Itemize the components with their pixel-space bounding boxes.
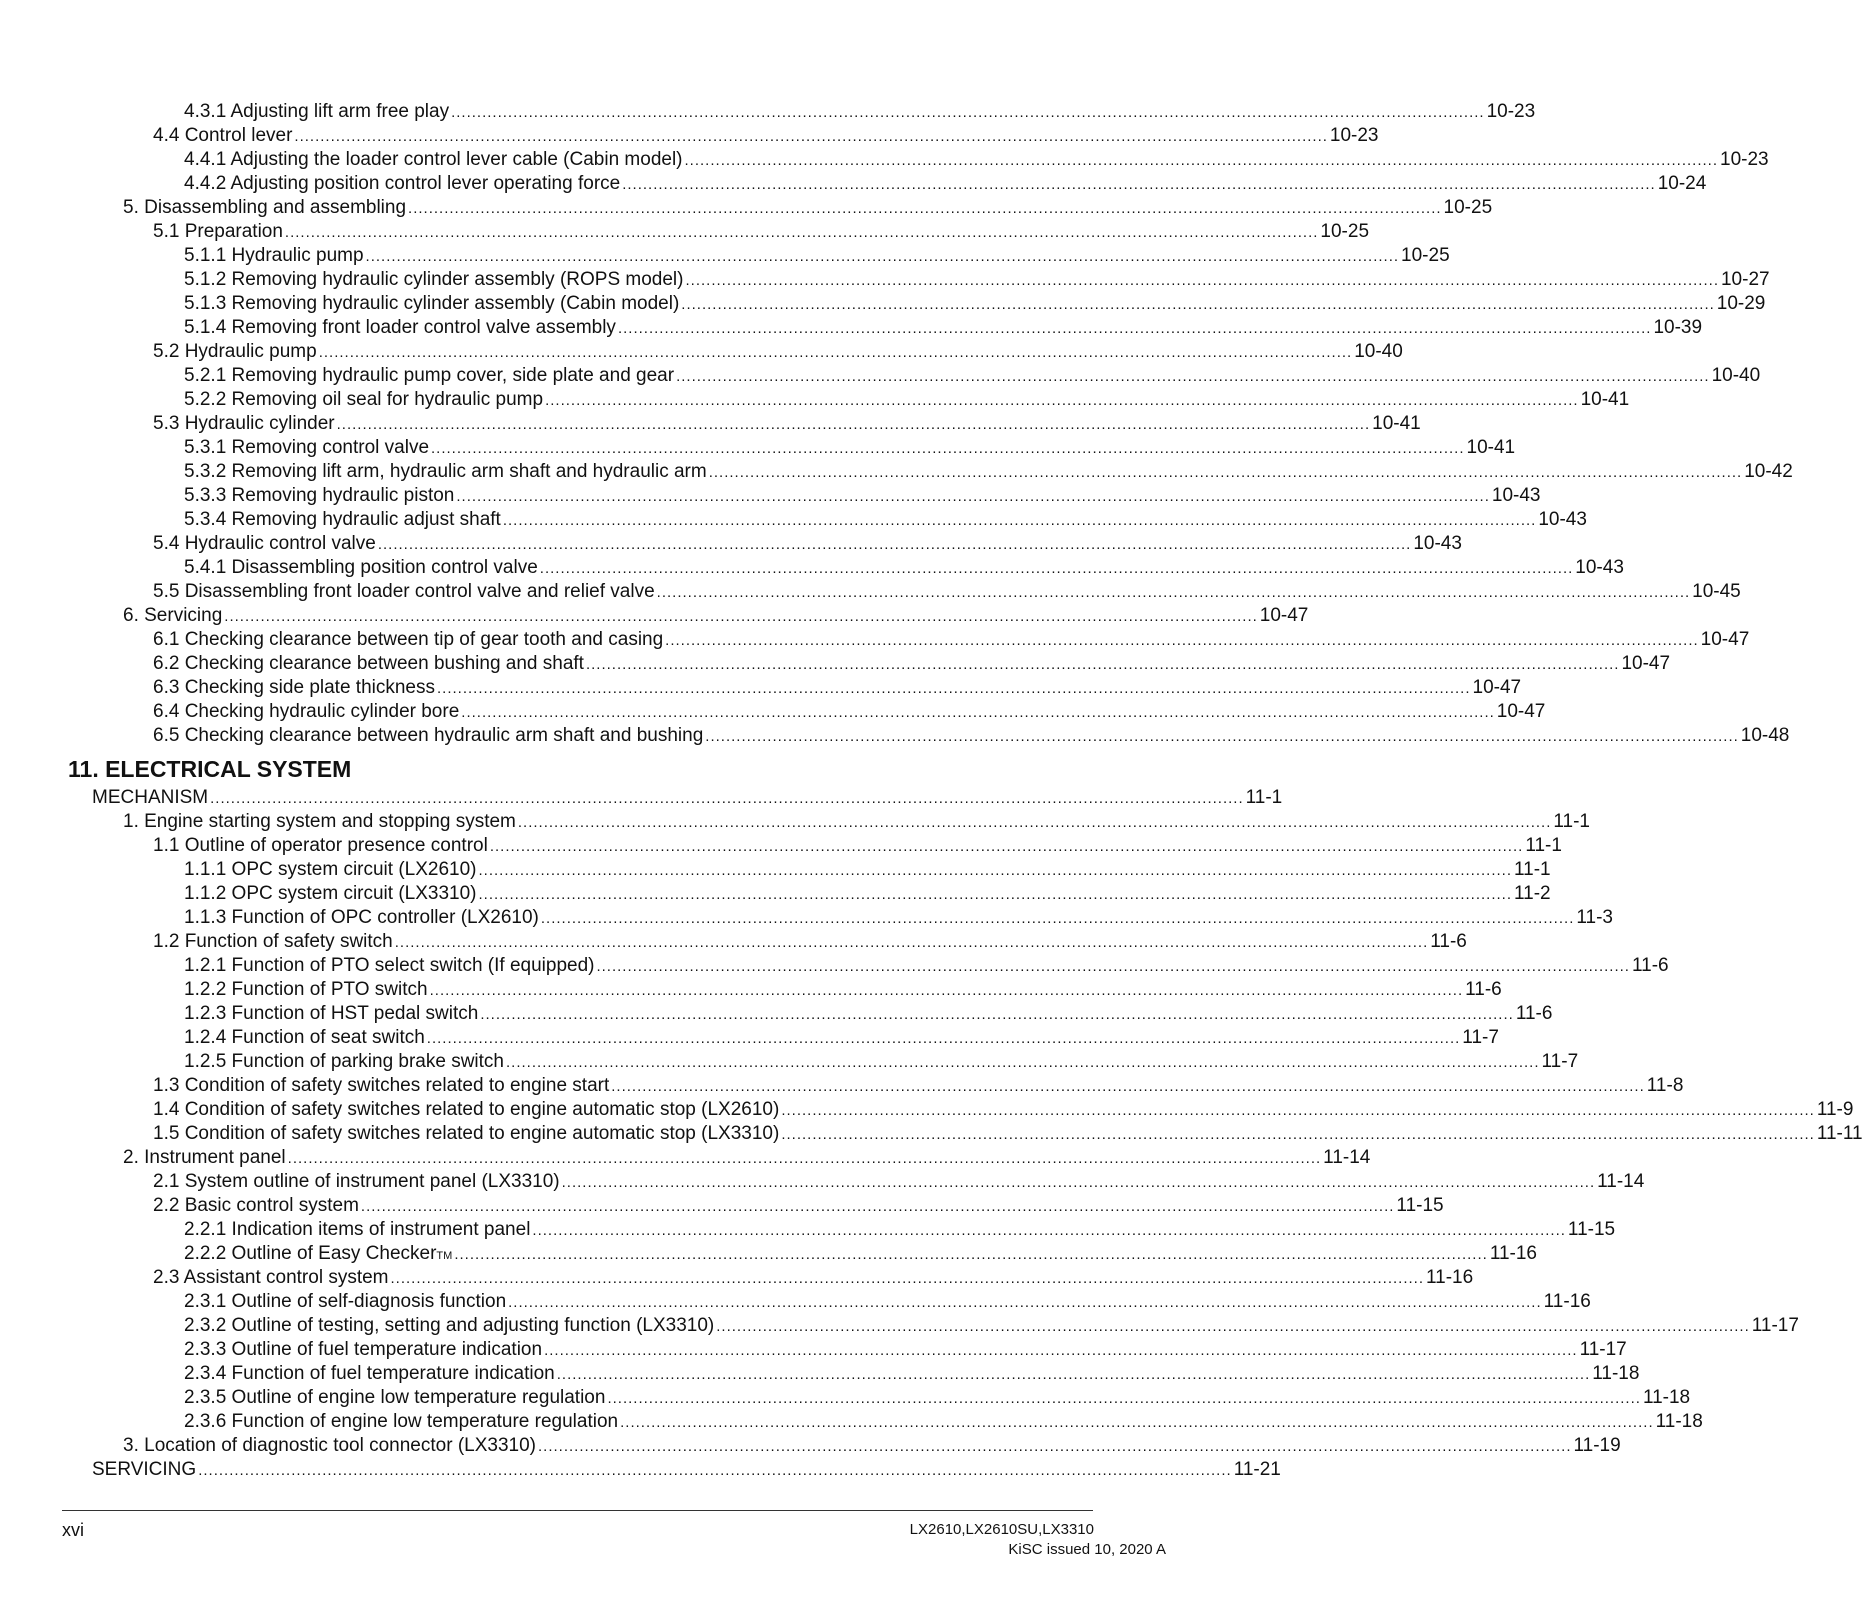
toc-entry-title: 1.2.3 Function of HST pedal switch	[184, 1003, 479, 1024]
toc-dot-leader: ........................................................................................................................................................................................................	[336, 416, 1371, 433]
toc-dot-leader: ........................................................................................................................................................................................................	[287, 1150, 1322, 1167]
toc-entry-title: 1.1.1 OPC system circuit (LX2610)	[184, 859, 477, 880]
toc-entry-page: 10-48	[1740, 725, 1790, 746]
toc-dot-leader: ........................................................................................................................................................................................................	[596, 958, 1630, 975]
toc-dot-leader: ........................................................................................................................................................................................................	[517, 814, 1552, 831]
toc-entry-title: 2.3.1 Outline of self-diagnosis function	[184, 1291, 507, 1312]
toc-entry[interactable]	[184, 954, 1669, 978]
toc-entry-title: 4.4.2 Adjusting position control lever operating force	[184, 173, 621, 194]
toc-entry-page: 10-29	[1716, 293, 1766, 314]
toc-entry[interactable]	[184, 978, 1502, 1002]
toc-dot-leader: ........................................................................................................................................................................................................	[508, 1294, 1542, 1311]
toc-entry-title: 5.3.4 Removing hydraulic adjust shaft	[184, 509, 501, 530]
toc-dot-leader: ........................................................................................................................................................................................................	[716, 1318, 1750, 1335]
toc-dot-leader: ........................................................................................................................................................................................................	[284, 224, 1319, 241]
toc-entry[interactable]	[184, 148, 1769, 172]
toc-entry[interactable]	[184, 172, 1707, 196]
toc-entry[interactable]	[184, 1290, 1591, 1314]
toc-entry[interactable]	[184, 1386, 1691, 1410]
toc-dot-leader: ........................................................................................................................................................................................................	[390, 1270, 1424, 1287]
toc-entry[interactable]	[123, 1146, 1371, 1170]
toc-entry-title: 2.3.5 Outline of engine low temperature regulation	[184, 1387, 606, 1408]
toc-entry[interactable]	[184, 1050, 1579, 1074]
toc-entry-title: 5.2 Hydraulic pump	[153, 341, 317, 362]
toc-entry[interactable]	[123, 1434, 1621, 1458]
toc-entry-page: 11-16	[1426, 1267, 1474, 1288]
toc-entry-page: 11-11	[1816, 1123, 1863, 1144]
toc-entry[interactable]	[153, 580, 1741, 604]
toc-entry-page: 11-1	[1245, 787, 1283, 808]
toc-dot-leader: ........................................................................................................................................................................................................	[224, 608, 1258, 625]
toc-entry-page: 10-47	[1472, 677, 1522, 698]
toc-entry-title: 4.4 Control lever	[153, 125, 293, 146]
toc-entry-title: 5.2.2 Removing oil seal for hydraulic pump	[184, 389, 544, 410]
toc-entry[interactable]	[153, 124, 1379, 148]
toc-entry-title: 6.4 Checking hydraulic cylinder bore	[153, 701, 460, 722]
toc-entry-title: 5.3.1 Removing control valve	[184, 437, 430, 458]
toc-entry-title: 1.4 Condition of safety switches related to engine automatic stop (LX2610)	[153, 1099, 780, 1120]
toc-entry-page: 11-17	[1579, 1339, 1627, 1360]
toc-entry-title: 1.1.2 OPC system circuit (LX3310)	[184, 883, 477, 904]
toc-entry-page: 11-6	[1631, 955, 1669, 976]
toc-entry[interactable]	[153, 1122, 1863, 1146]
toc-entry-page: 11-1	[1525, 835, 1562, 856]
toc-entry[interactable]	[184, 1002, 1553, 1026]
toc-entry-title: 5.1.4 Removing front loader control valve assembly	[184, 317, 616, 338]
toc-dot-leader: ........................................................................................................................................................................................................	[210, 790, 1244, 807]
toc-dot-leader: ........................................................................................................................................................................................................	[622, 176, 1656, 193]
toc-entry-page: 11-6	[1430, 931, 1467, 952]
toc-entry-title: 2.3.6 Function of engine low temperature regulation	[184, 1411, 619, 1432]
toc-entry[interactable]	[184, 1362, 1640, 1386]
toc-entry-title: 2. Instrument panel	[123, 1147, 286, 1168]
footer-divider	[62, 1510, 1093, 1511]
toc-dot-leader: ........................................................................................................................................................................................................	[461, 704, 1495, 721]
toc-entry[interactable]	[153, 724, 1790, 748]
toc-entry[interactable]	[153, 220, 1370, 244]
toc-entry-title: 1.2 Function of safety switch	[153, 931, 393, 952]
toc-dot-leader: ........................................................................................................................................................................................................	[538, 1438, 1572, 1455]
toc-entry-page: 10-45	[1692, 581, 1741, 602]
toc-dot-leader: ........................................................................................................................................................................................................	[684, 152, 1719, 169]
toc-entry-page: 10-25	[1320, 221, 1370, 242]
toc-dot-leader: ........................................................................................................................................................................................................	[781, 1126, 1815, 1143]
toc-entry-title: 2.2.1 Indication items of instrument panel	[184, 1219, 531, 1240]
toc-entry-page: 10-43	[1413, 533, 1462, 554]
toc-entry-title: 2.3.3 Outline of fuel temperature indication	[184, 1339, 543, 1360]
toc-entry[interactable]	[153, 628, 1750, 652]
toc-entry[interactable]	[184, 1338, 1627, 1362]
toc-entry[interactable]	[184, 1314, 1799, 1338]
toc-dot-leader: ........................................................................................................................................................................................................	[620, 1414, 1654, 1431]
toc-entry-page: 11-14	[1597, 1171, 1645, 1192]
toc-dot-leader: ........................................................................................................................................................................................................	[708, 464, 1743, 481]
toc-entry[interactable]	[153, 834, 1562, 858]
toc-entry-page: 10-41	[1466, 437, 1516, 458]
toc-entry-title: MECHANISM	[92, 787, 209, 808]
toc-entry-title: 5.3 Hydraulic cylinder	[153, 413, 335, 434]
toc-entry-title: 5.4.1 Disassembling position control valve	[184, 557, 538, 578]
toc-entry[interactable]	[184, 1410, 1703, 1434]
toc-entry-page: 11-18	[1642, 1387, 1691, 1408]
toc-dot-leader: ........................................................................................................................................................................................................	[506, 1054, 1540, 1071]
toc-entry[interactable]	[153, 652, 1671, 676]
toc-entry[interactable]	[153, 700, 1546, 724]
toc-entry-title: 1.2.5 Function of parking brake switch	[184, 1051, 505, 1072]
toc-dot-leader: ........................................................................................................................................................................................................	[394, 934, 1429, 951]
toc-entry-page: 11-1	[1514, 859, 1551, 880]
toc-dot-leader: ........................................................................................................................................................................................................	[408, 200, 1442, 217]
toc-entry[interactable]	[184, 244, 1450, 268]
toc-dot-leader: ........................................................................................................................................................................................................	[437, 680, 1471, 697]
toc-entry[interactable]	[184, 484, 1541, 508]
toc-entry-page: 11-21	[1233, 1459, 1281, 1480]
toc-entry-title: 1.2.4 Function of seat switch	[184, 1027, 425, 1048]
toc-entry-page: 10-25	[1443, 197, 1493, 218]
toc-entry-page: 10-42	[1744, 461, 1793, 482]
toc-entry[interactable]	[184, 556, 1624, 580]
toc-entry-title: 1.5 Condition of safety switches related to engine automatic stop (LX3310)	[153, 1123, 780, 1144]
toc-entry-title: 5.3.3 Removing hydraulic piston	[184, 485, 455, 506]
toc-entry[interactable]	[184, 858, 1551, 882]
toc-entry-title: 5. Disassembling and assembling	[123, 197, 407, 218]
toc-entry-title: 1. Engine starting system and stopping system	[123, 811, 516, 832]
toc-entry-page: 10-23	[1486, 101, 1536, 122]
toc-entry-page: 11-3	[1576, 907, 1613, 928]
toc-entry-page: 11-18	[1592, 1363, 1640, 1384]
toc-entry[interactable]	[153, 340, 1403, 364]
toc-dot-leader: ........................................................................................................................................................................................................	[540, 910, 1575, 927]
toc-entry-title: 2.2.2 Outline of Easy Checker	[184, 1243, 437, 1264]
toc-section-10-continued	[0, 100, 1793, 748]
footer-models: LX2610,LX2610SU,LX3310	[909, 1521, 1094, 1538]
toc-dot-leader: ........................................................................................................................................................................................................	[681, 296, 1715, 313]
toc-entry-title: 2.2 Basic control system	[153, 1195, 359, 1216]
toc-entry-page: 10-40	[1711, 365, 1761, 386]
toc-entry-page: 10-47	[1700, 629, 1750, 650]
toc-dot-leader: ........................................................................................................................................................................................................	[429, 982, 1464, 999]
toc-entry-page: 10-47	[1496, 701, 1546, 722]
toc-entry-page: 10-27	[1720, 269, 1770, 290]
toc-entry[interactable]	[153, 1194, 1444, 1218]
toc-entry-page: 10-41	[1372, 413, 1421, 434]
toc-dot-leader: ........................................................................................................................................................................................................	[705, 728, 1739, 745]
toc-entry-page: 11-1	[1553, 811, 1590, 832]
toc-entry-page: 10-43	[1538, 509, 1587, 530]
toc-entry[interactable]	[153, 532, 1462, 556]
toc-entry-page: 11-7	[1462, 1027, 1499, 1048]
toc-entry-page: 10-43	[1491, 485, 1541, 506]
toc-dot-leader: ........................................................................................................................................................................................................	[480, 1006, 1514, 1023]
toc-dot-leader: ........................................................................................................................................................................................................	[617, 320, 1652, 337]
toc-entry-title: 5.1.2 Removing hydraulic cylinder assembly (ROPS model)	[184, 269, 684, 290]
toc-dot-leader: ........................................................................................................................................................................................................	[539, 560, 1574, 577]
toc-entry-page: 11-7	[1541, 1051, 1579, 1072]
toc-entry[interactable]	[184, 100, 1536, 124]
toc-entry[interactable]	[92, 786, 1283, 810]
toc-entry[interactable]	[184, 292, 1766, 316]
toc-dot-leader: ........................................................................................................................................................................................................	[607, 1390, 1641, 1407]
toc-entry-page: 10-23	[1720, 149, 1769, 170]
toc-entry-title: 5.3.2 Removing lift arm, hydraulic arm shaft and hydraulic arm	[184, 461, 707, 482]
toc-dot-leader: ........................................................................................................................................................................................................	[656, 584, 1691, 601]
toc-entry-title: 5.1.1 Hydraulic pump	[184, 245, 364, 266]
toc-entry-title: 1.1.3 Function of OPC controller (LX2610)	[184, 907, 539, 928]
toc-entry[interactable]	[153, 1098, 1854, 1122]
toc-entry[interactable]	[184, 316, 1703, 340]
toc-entry-page: 10-41	[1580, 389, 1630, 410]
toc-entry-page: 11-15	[1396, 1195, 1444, 1216]
toc-entry[interactable]	[153, 1170, 1645, 1194]
toc-entry-page: 11-17	[1751, 1315, 1799, 1336]
toc-entry[interactable]	[123, 604, 1309, 628]
toc-entry[interactable]	[184, 436, 1516, 460]
toc-entry-title: 1.3 Condition of safety switches related to engine start	[153, 1075, 610, 1096]
toc-entry[interactable]	[123, 196, 1493, 220]
toc-dot-leader: ........................................................................................................................................................................................................	[198, 1462, 1232, 1479]
toc-entry[interactable]	[184, 268, 1770, 292]
toc-entry[interactable]	[153, 930, 1467, 954]
toc-entry-page: 10-40	[1354, 341, 1403, 362]
toc-entry-page: 10-43	[1575, 557, 1624, 578]
toc-entry-page: 10-23	[1329, 125, 1379, 146]
toc-dot-leader: ........................................................................................................................................................................................................	[544, 1342, 1578, 1359]
toc-entry-title: 5.1.3 Removing hydraulic cylinder assembly (Cabin model)	[184, 293, 680, 314]
toc-entry[interactable]	[184, 1026, 1499, 1050]
toc-entry[interactable]	[184, 906, 1613, 930]
toc-entry[interactable]	[184, 882, 1551, 906]
toc-dot-leader: ........................................................................................................................................................................................................	[781, 1102, 1815, 1119]
toc-dot-leader: ........................................................................................................................................................................................................	[611, 1078, 1645, 1095]
toc-entry-page: 10-47	[1621, 653, 1671, 674]
toc-dot-leader: ........................................................................................................................................................................................................	[585, 656, 1620, 673]
toc-dot-leader: ........................................................................................................................................................................................................	[454, 1246, 1488, 1263]
toc-dot-leader: ........................................................................................................................................................................................................	[294, 128, 1328, 145]
toc-entry-title: 5.4 Hydraulic control valve	[153, 533, 376, 554]
toc-entry[interactable]	[153, 412, 1421, 436]
toc-entry-page: 11-15	[1567, 1219, 1616, 1240]
footer-page-number: xvi	[62, 1520, 84, 1540]
toc-entry-page: 11-16	[1543, 1291, 1591, 1312]
toc-entry-title: 5.1 Preparation	[153, 221, 283, 242]
toc-entry-title: 2.3.2 Outline of testing, setting and adjusting function (LX3310)	[184, 1315, 715, 1336]
toc-entry-title: SERVICING	[92, 1459, 197, 1480]
toc-entry-page: 11-16	[1489, 1243, 1537, 1264]
toc-entry-title: 4.3.1 Adjusting lift arm free play	[184, 101, 450, 122]
toc-section-11	[0, 786, 1863, 1482]
toc-entry-title: 1.1 Outline of operator presence control	[153, 835, 488, 856]
section-heading: 11. ELECTRICAL SYSTEM	[68, 756, 352, 782]
toc-dot-leader: ........................................................................................................................................................................................................	[431, 440, 1465, 457]
toc-entry[interactable]	[184, 460, 1793, 484]
toc-entry-page: 11-19	[1573, 1435, 1621, 1456]
toc-entry-page: 11-8	[1646, 1075, 1684, 1096]
toc-entry-title: 6.5 Checking clearance between hydraulic arm shaft and bushing	[153, 725, 704, 746]
toc-entry-title: 2.3.4 Function of fuel temperature indication	[184, 1363, 555, 1384]
toc-entry-page: 11-14	[1323, 1147, 1371, 1168]
toc-entry-title: 5.2.1 Removing hydraulic pump cover, side plate and gear	[184, 365, 675, 386]
toc-dot-leader: ........................................................................................................................................................................................................	[456, 488, 1490, 505]
toc-entry-title: 6.3 Checking side plate thickness	[153, 677, 435, 698]
toc-dot-leader: ........................................................................................................................................................................................................	[676, 368, 1710, 385]
toc-dot-leader: ........................................................................................................................................................................................................	[360, 1198, 1395, 1215]
toc-dot-leader: ........................................................................................................................................................................................................	[318, 344, 1353, 361]
toc-dot-leader: ........................................................................................................................................................................................................	[478, 862, 1512, 879]
toc-entry[interactable]	[153, 1074, 1684, 1098]
toc-dot-leader: ........................................................................................................................................................................................................	[426, 1030, 1461, 1047]
toc-entry-title: 5.5 Disassembling front loader control valve and relief valve	[153, 581, 655, 602]
toc-entry-title: 1.2.1 Function of PTO select switch (If equipped)	[184, 955, 595, 976]
toc-entry[interactable]	[184, 508, 1587, 532]
toc-entry[interactable]	[92, 1458, 1281, 1482]
toc-entry-page: 10-25	[1401, 245, 1450, 266]
toc-entry-page: 10-24	[1657, 173, 1707, 194]
toc-entry[interactable]	[123, 810, 1590, 834]
toc-dot-leader: ........................................................................................................................................................................................................	[502, 512, 1537, 529]
toc-entry-title: 6. Servicing	[123, 605, 223, 626]
toc-entry-page: 11-9	[1816, 1099, 1854, 1120]
toc-dot-leader: ........................................................................................................................................................................................................	[665, 632, 1699, 649]
toc-entry-page: 11-6	[1515, 1003, 1553, 1024]
toc-entry-page: 11-2	[1514, 883, 1551, 904]
toc-dot-leader: ........................................................................................................................................................................................................	[451, 104, 1485, 121]
toc-entry-title: 6.2 Checking clearance between bushing and shaft	[153, 653, 584, 674]
toc-entry-page: 10-47	[1259, 605, 1309, 626]
toc-entry-title: 3. Location of diagnostic tool connector (LX3310)	[123, 1435, 536, 1456]
toc-dot-leader: ........................................................................................................................................................................................................	[685, 272, 1719, 289]
toc-entry-page: 10-39	[1653, 317, 1703, 338]
toc-dot-leader: ........................................................................................................................................................................................................	[556, 1366, 1591, 1383]
toc-entry-title: 1.2.2 Function of PTO switch	[184, 979, 428, 1000]
toc-entry-title: 2.3 Assistant control system	[153, 1267, 389, 1288]
toc-entry[interactable]: 2.2.2 Outline of Easy Checker TM ........................................................................................................................................................................................................ 11-16	[184, 1242, 1067, 1266]
table-of-contents	[0, 100, 1863, 1482]
toc-dot-leader: ........................................................................................................................................................................................................	[478, 886, 1512, 903]
toc-dot-leader: ........................................................................................................................................................................................................	[561, 1174, 1596, 1191]
toc-entry-page: 11-18	[1655, 1411, 1703, 1432]
toc-entry-title: 2.1 System outline of instrument panel (LX3310)	[153, 1171, 560, 1192]
toc-entry[interactable]	[184, 388, 1630, 412]
toc-entry-page: 11-6	[1465, 979, 1502, 1000]
toc-dot-leader: ........................................................................................................................................................................................................	[532, 1222, 1566, 1239]
toc-entry-title: 4.4.1 Adjusting the loader control lever cable (Cabin model)	[184, 149, 683, 170]
toc-entry[interactable]	[153, 1266, 1474, 1290]
toc-dot-leader: ........................................................................................................................................................................................................	[545, 392, 1579, 409]
toc-entry[interactable]	[184, 1218, 1616, 1242]
toc-dot-leader: ........................................................................................................................................................................................................	[365, 248, 1400, 265]
toc-entry-title: 6.1 Checking clearance between tip of gear tooth and casing	[153, 629, 664, 650]
toc-dot-leader: ........................................................................................................................................................................................................	[377, 536, 1412, 553]
toc-entry[interactable]	[184, 364, 1761, 388]
toc-entry[interactable]	[153, 676, 1522, 700]
footer-issue: KiSC issued 10, 2020 A	[1008, 1541, 1166, 1558]
toc-dot-leader: ........................................................................................................................................................................................................	[489, 838, 1524, 855]
